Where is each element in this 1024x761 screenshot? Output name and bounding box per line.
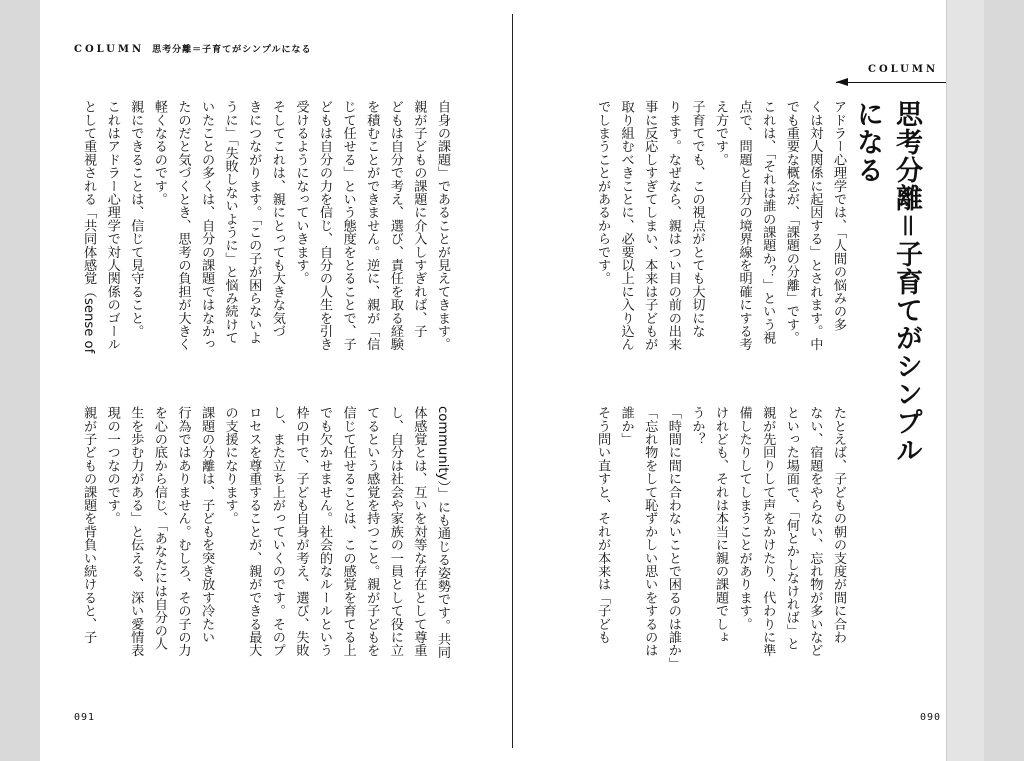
- text-line: の支援になります。: [222, 406, 238, 525]
- left-page-lower-text: [74, 406, 454, 706]
- gutter-line: [512, 14, 513, 748]
- text-line: ない、宿題をやらない、忘れ物が多いなど: [807, 406, 823, 657]
- text-line: 親が子どもの課題を背負い続けると、子: [81, 406, 97, 644]
- text-line: 課題の分離は、子どもを突き放す冷たい: [199, 406, 215, 644]
- text-line: 軽くなるのです。: [151, 100, 167, 206]
- text-line: きにつながります。「この子が困らないよ: [246, 100, 262, 345]
- text-line: 親にできることは、信じて見守ること。: [128, 100, 144, 338]
- text-line: 親が先回りして声をかけたり、代わりに準: [760, 406, 776, 657]
- text-line: 生を歩む力がある」と伝える、深い愛情表: [128, 406, 144, 657]
- text-line: うに」「失敗しないように」と悩み続けて: [222, 100, 238, 345]
- right-page-lower-text: [580, 406, 850, 706]
- text-line: といった場面で、「何とかしなければ」と: [783, 406, 799, 651]
- text-line: たとえば、子どもの朝の支度が間に合わ: [831, 406, 846, 644]
- text-line: を心の底から信じ、「あなたには自分の人: [151, 406, 167, 651]
- text-line: として重視される「共同体感覚（sense of: [81, 100, 97, 354]
- text-line: そう問い直すと、それが本来は「子ども: [595, 406, 611, 644]
- text-line: いたことの多くは、自分の課題ではなかっ: [199, 100, 215, 351]
- page-number-left: 091: [74, 712, 96, 723]
- page-number-right: 090: [920, 712, 942, 723]
- text-line: 枠の中で、子ども自身が考え、選び、失敗: [293, 406, 309, 657]
- text-line: でも欠かせません。社会的なルールという: [317, 406, 333, 657]
- text-line: community）」にも通じる姿勢です。共同: [435, 406, 450, 659]
- text-line: 「忘れ物をして恥ずかしい思いをするのは: [642, 406, 658, 657]
- text-line: 体感覚とは、互いを対等な存在として尊重: [411, 406, 427, 657]
- text-line: そしてこれは、親にとっても大きな気づ: [269, 100, 285, 338]
- column-label: COLUMN: [868, 64, 939, 75]
- text-line: アドラー心理学では、「人間の悩みの多: [831, 100, 846, 331]
- text-line: でしまうことがあるからです。: [595, 100, 611, 285]
- text-line: どもは自分の力を信じ、自分の人生を引き: [317, 100, 333, 351]
- text-line: くは対人関係に起因する」とされます。中: [807, 100, 823, 351]
- text-line: を積むことができません。逆に、親が「信: [364, 100, 380, 351]
- text-line: ります。なぜなら、親はつい目の前の出来: [665, 100, 681, 351]
- text-line: うか？: [689, 406, 705, 446]
- text-line: 自身の課題」であることが見えてきます。: [435, 100, 450, 351]
- left-page-upper-text: [74, 100, 454, 406]
- text-line: 親が子どもの課題に介入しすぎれば、子: [411, 100, 427, 338]
- column-rule: [836, 82, 946, 83]
- page-edge-line: [946, 0, 947, 761]
- text-line: し、自分は社会や家族の一員として役に立: [387, 406, 403, 657]
- text-line: これは、「それは誰の課題か？」という視: [760, 100, 776, 345]
- text-line: 事に反応しすぎてしまい、本来は子どもが: [642, 100, 658, 351]
- text-line: 「時間に間に合わないことで困るのは誰か」: [665, 406, 681, 670]
- text-line: てるという感覚を持つこと。親が子どもを: [364, 406, 380, 657]
- column-arrow-icon: [836, 78, 848, 86]
- text-line: じて任せる」という態度をとることで、子: [340, 100, 356, 351]
- page-title: 思考分離＝子育てがシンプルになる: [852, 100, 922, 464]
- text-line: 誰か」: [618, 406, 634, 446]
- text-line: どもは自分で考え、選び、責任を取る経験: [387, 100, 403, 351]
- text-line: 取り組むべきことに、必要以上に入り込ん: [618, 100, 634, 351]
- running-head: [74, 42, 312, 55]
- text-line: 点で、問題と自分の境界線を明確にする考: [736, 100, 752, 351]
- text-line: 子育てでも、この視点がとても大切にな: [689, 100, 705, 338]
- right-page-upper-text: [580, 100, 850, 406]
- text-line: え方です。: [713, 100, 729, 166]
- text-line: これはアドラー心理学で対人関係のゴール: [104, 100, 120, 351]
- running-head-column: COLUMN: [74, 44, 145, 55]
- text-line: 受けるようになっていきます。: [293, 100, 309, 285]
- text-line: 備したりしてしまうことがあります。: [736, 406, 752, 631]
- text-line: ロセスを尊重することが、親ができる最大: [246, 406, 262, 657]
- page-edge: [946, 0, 984, 761]
- text-line: 行為ではありません。むしろ、その子の力: [175, 406, 191, 657]
- text-line: でも重要な概念が、「課題の分離」です。: [783, 100, 799, 345]
- text-line: 現の一つなのです。: [104, 406, 120, 525]
- running-head-subtitle: 思考分離＝子育てがシンプルになる: [152, 45, 312, 55]
- text-line: たのだと気づくとき、思考の負担が大きく: [175, 100, 191, 351]
- text-line: し、また立ち上がっていくのです。そのプ: [269, 406, 285, 657]
- text-line: 信じて任せることは、この感覚を育てる上: [340, 406, 356, 657]
- text-line: けれども、それは本当に親の課題でしょ: [713, 406, 729, 644]
